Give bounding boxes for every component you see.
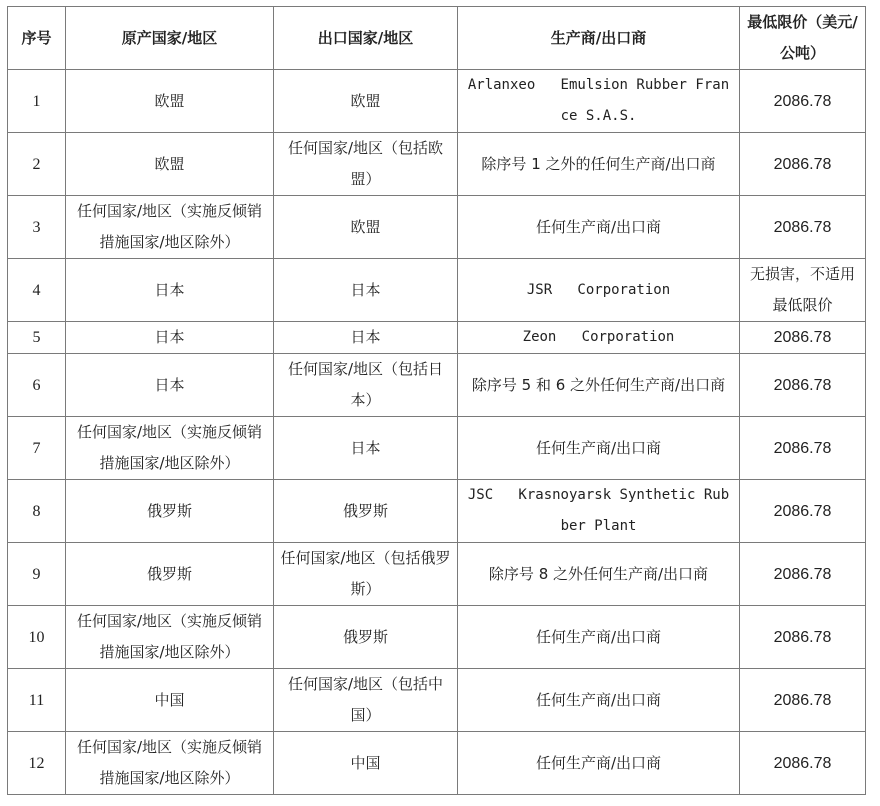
cell-price: 2086.78 [740,543,866,606]
table-row [8,669,866,732]
cell-producer: Arlanxeo Emulsion Rubber France S.A.S. [458,70,740,133]
cell-export: 欧盟 [274,196,458,259]
cell-export: 俄罗斯 [274,480,458,543]
cell-producer: 除序号 5 和 6 之外任何生产商/出口商 [458,354,740,417]
header-price: 最低限价（美元/公吨） [740,7,866,70]
header-origin: 原产国家/地区 [66,7,274,70]
cell-export: 日本 [274,259,458,322]
cell-origin: 任何国家/地区（实施反倾销措施国家/地区除外） [66,196,274,259]
cell-producer: JSC Krasnoyarsk Synthetic Rubber Plant [458,480,740,543]
cell-producer: 任何生产商/出口商 [458,606,740,669]
table-row [8,354,866,417]
cell-price: 无损害，不适用最低限价 [740,259,866,322]
cell-seq: 6 [8,354,66,417]
table-header-row [8,7,866,70]
cell-seq: 11 [8,669,66,732]
cell-seq: 3 [8,196,66,259]
cell-seq: 8 [8,480,66,543]
cell-price: 2086.78 [740,669,866,732]
table-row [8,196,866,259]
cell-price: 2086.78 [740,606,866,669]
cell-price: 2086.78 [740,417,866,480]
table-row [8,322,866,354]
header-export: 出口国家/地区 [274,7,458,70]
cell-producer: 除序号 8 之外任何生产商/出口商 [458,543,740,606]
cell-producer: 除序号 1 之外的任何生产商/出口商 [458,133,740,196]
cell-export: 日本 [274,322,458,354]
cell-price: 2086.78 [740,354,866,417]
cell-price: 2086.78 [740,322,866,354]
cell-origin: 俄罗斯 [66,480,274,543]
table-row [8,543,866,606]
cell-origin: 日本 [66,322,274,354]
cell-export: 俄罗斯 [274,606,458,669]
table-row [8,606,866,669]
table-row [8,732,866,795]
cell-producer: 任何生产商/出口商 [458,417,740,480]
cell-origin: 任何国家/地区（实施反倾销措施国家/地区除外） [66,606,274,669]
cell-origin: 日本 [66,354,274,417]
cell-seq: 10 [8,606,66,669]
cell-export: 任何国家/地区（包括日本） [274,354,458,417]
cropped-footer-fragment [520,801,760,806]
cropped-heading-fragment [150,0,470,4]
minimum-price-table [7,6,866,795]
table-row [8,480,866,543]
cell-export: 任何国家/地区（包括俄罗斯） [274,543,458,606]
cell-producer: Zeon Corporation [458,322,740,354]
cell-price: 2086.78 [740,732,866,795]
cell-seq: 12 [8,732,66,795]
header-seq: 序号 [8,7,66,70]
cell-price: 2086.78 [740,133,866,196]
cell-origin: 欧盟 [66,70,274,133]
cell-seq: 7 [8,417,66,480]
cell-producer: 任何生产商/出口商 [458,196,740,259]
cell-export: 任何国家/地区（包括中国） [274,669,458,732]
cell-origin: 俄罗斯 [66,543,274,606]
cell-producer: 任何生产商/出口商 [458,669,740,732]
cell-origin: 日本 [66,259,274,322]
table-row [8,417,866,480]
cell-seq: 9 [8,543,66,606]
cell-origin: 中国 [66,669,274,732]
cell-price: 2086.78 [740,70,866,133]
cell-seq: 5 [8,322,66,354]
cell-price: 2086.78 [740,480,866,543]
cell-producer: 任何生产商/出口商 [458,732,740,795]
header-producer: 生产商/出口商 [458,7,740,70]
cell-seq: 2 [8,133,66,196]
cell-seq: 1 [8,70,66,133]
cell-origin: 任何国家/地区（实施反倾销措施国家/地区除外） [66,417,274,480]
cell-origin: 欧盟 [66,133,274,196]
table-row [8,70,866,133]
cell-price: 2086.78 [740,196,866,259]
cell-export: 日本 [274,417,458,480]
table-row [8,259,866,322]
cell-producer: JSR Corporation [458,259,740,322]
cell-export: 欧盟 [274,70,458,133]
table-row [8,133,866,196]
cell-seq: 4 [8,259,66,322]
cell-export: 任何国家/地区（包括欧盟） [274,133,458,196]
cell-origin: 任何国家/地区（实施反倾销措施国家/地区除外） [66,732,274,795]
cell-export: 中国 [274,732,458,795]
